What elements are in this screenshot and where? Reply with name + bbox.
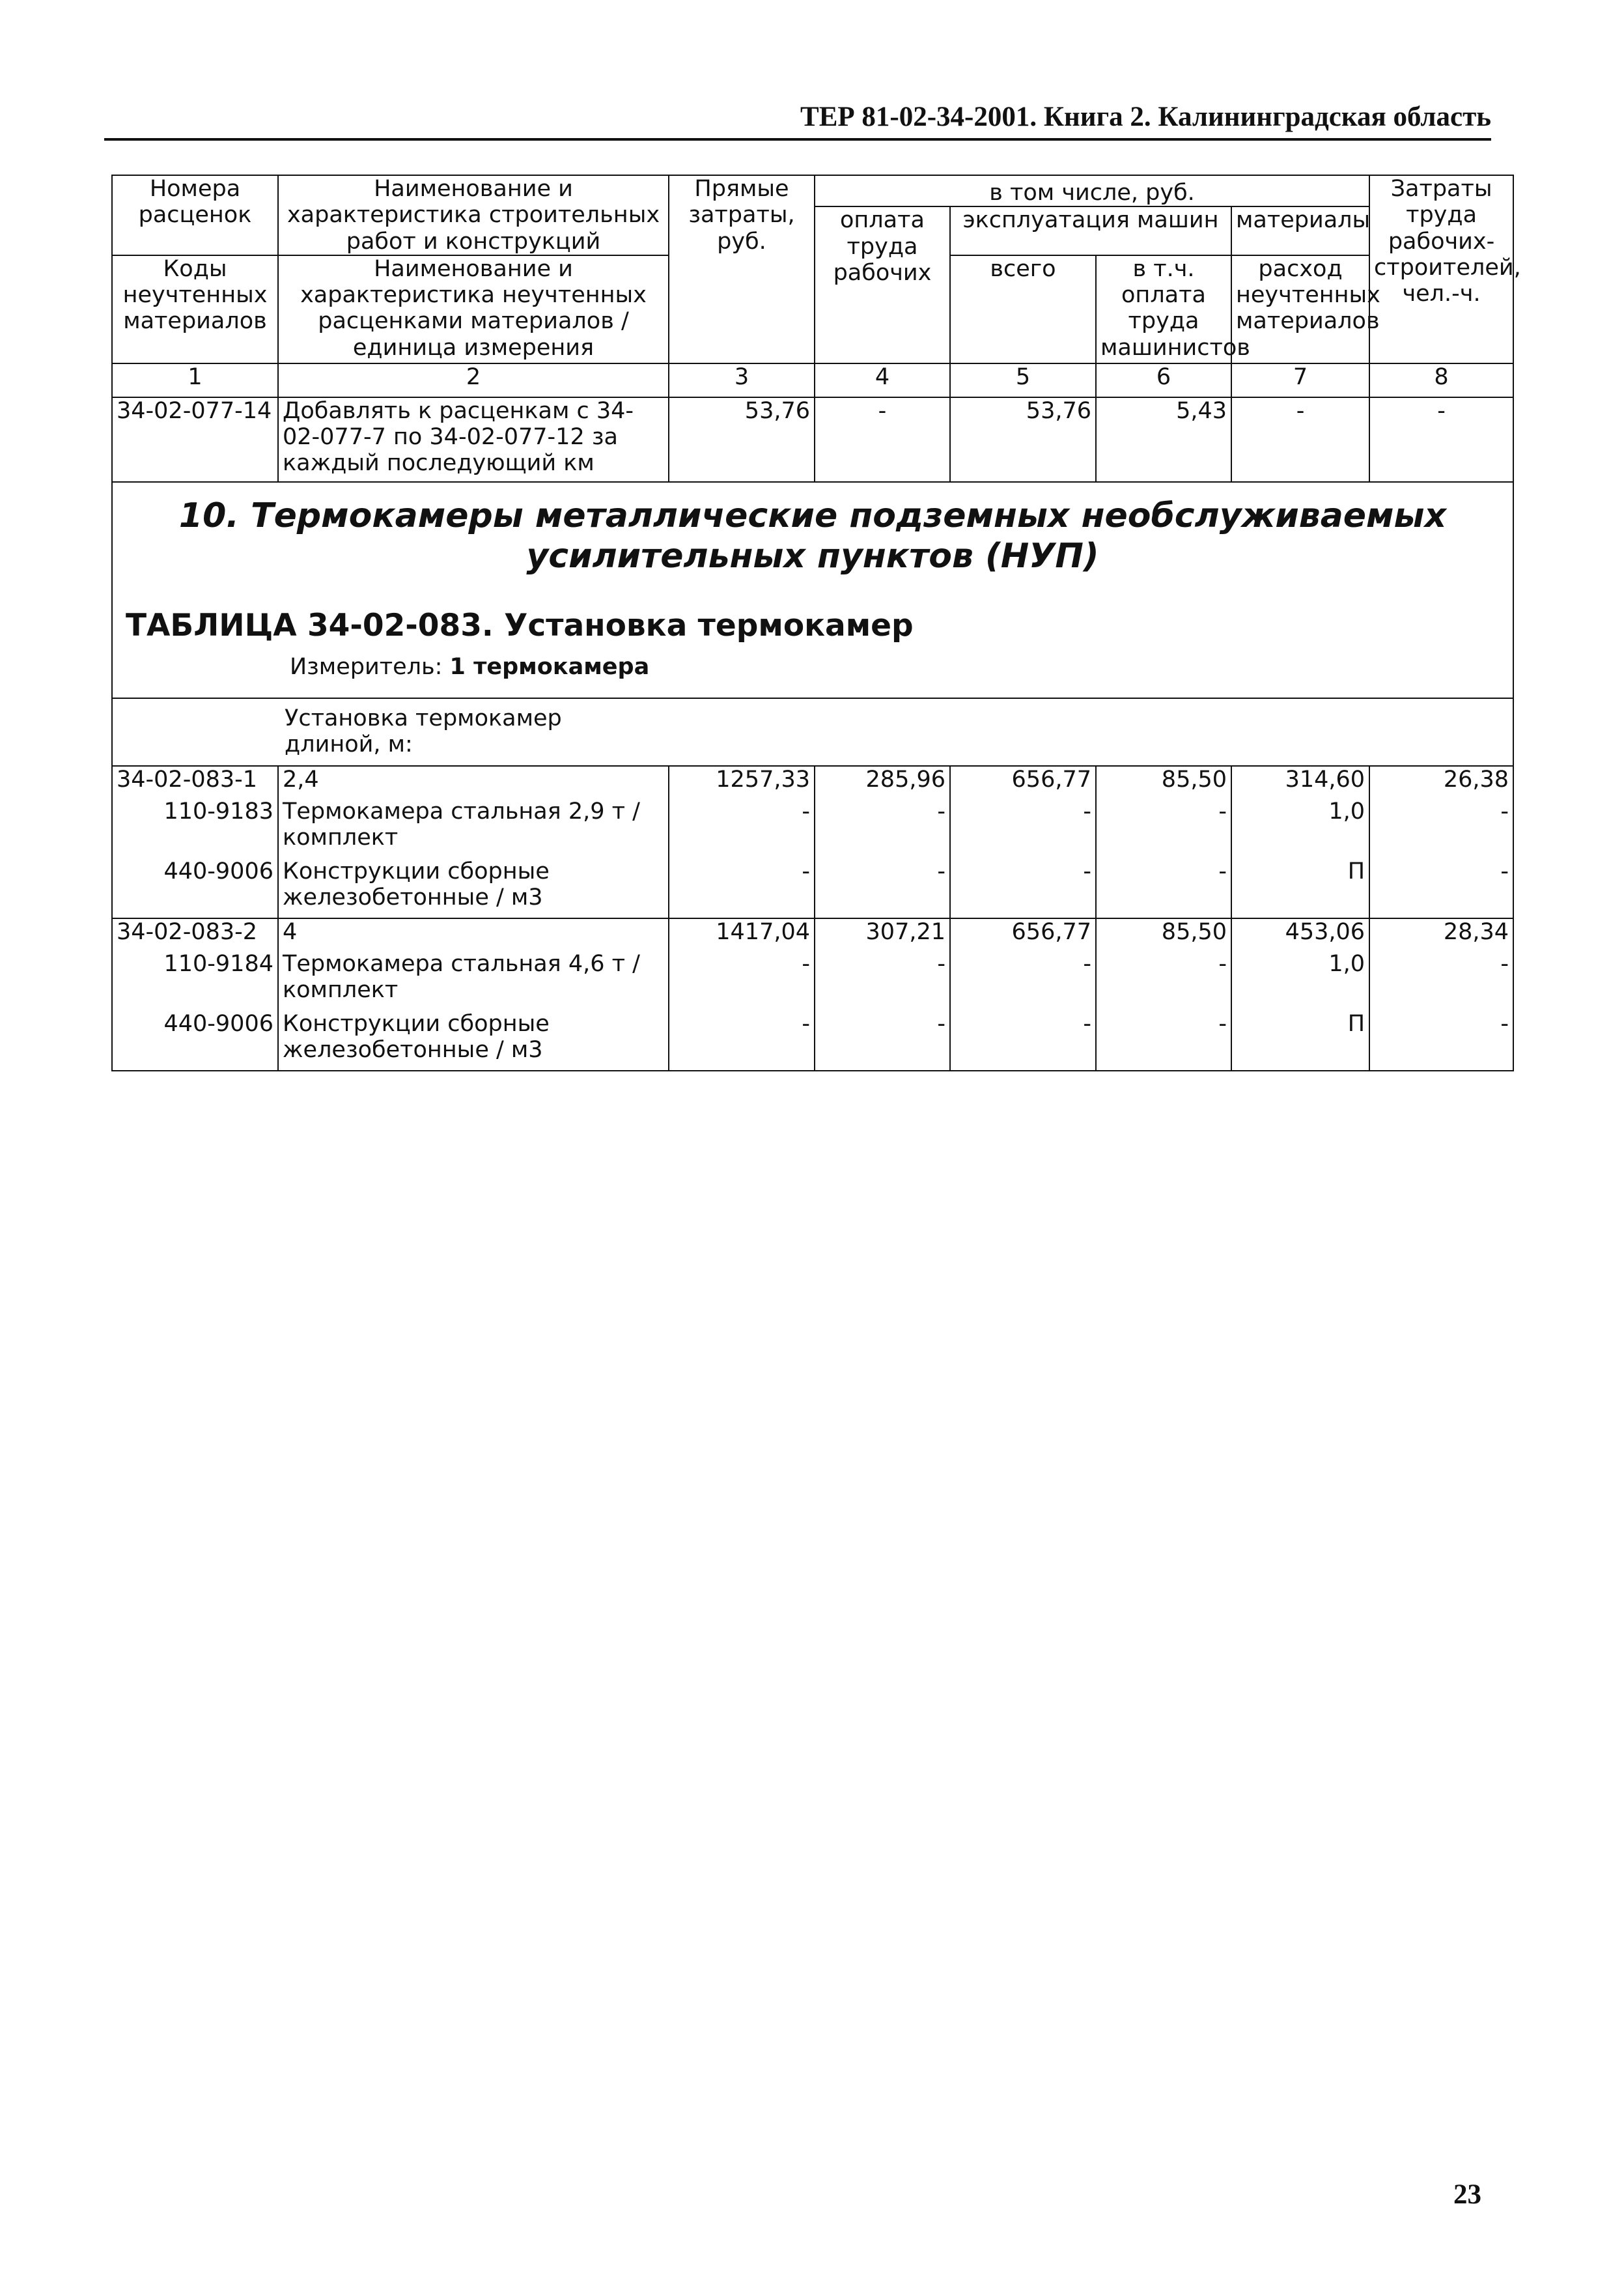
labor-pay: 285,96 xyxy=(815,766,950,799)
machines-total: - xyxy=(950,799,1096,858)
table-row xyxy=(112,951,1513,1011)
materials: - xyxy=(1231,397,1369,482)
header-material-name: Наименование и характеристика неучтенных расценками материалов / единица измерения xyxy=(278,255,669,363)
table-row xyxy=(112,918,1513,951)
operators-pay: 85,50 xyxy=(1096,918,1231,951)
machines-total: - xyxy=(950,951,1096,1011)
table-row xyxy=(112,1011,1513,1071)
operators-pay: 85,50 xyxy=(1096,766,1231,799)
material-name: Термокамера стальная 2,9 т / комплект xyxy=(278,799,669,858)
page-number: 23 xyxy=(1453,2179,1481,2210)
labor-pay: - xyxy=(815,1011,950,1071)
measure-label: Измеритель: xyxy=(290,653,443,680)
header-rate-numbers: Номера расценок xyxy=(112,175,278,255)
direct-costs: 1257,33 xyxy=(669,766,815,799)
materials: 1,0 xyxy=(1231,799,1369,858)
material-name: Конструкции сборные железобетонные / м3 xyxy=(278,1011,669,1071)
section-block xyxy=(112,482,1513,698)
direct-costs: - xyxy=(669,951,815,1011)
operators-pay: - xyxy=(1096,858,1231,918)
rate-name: 2,4 xyxy=(278,766,669,799)
page-header-title: ТЕР 81-02-34-2001. Книга 2. Калининградская область xyxy=(800,102,1491,132)
group-caption: Установка термокамер длиной, м: xyxy=(112,698,1513,766)
materials: 1,0 xyxy=(1231,951,1369,1011)
table-row xyxy=(112,799,1513,858)
table-row xyxy=(112,858,1513,918)
labor-pay: - xyxy=(815,397,950,482)
material-name: Термокамера стальная 4,6 т / комплект xyxy=(278,951,669,1011)
col-number: 7 xyxy=(1231,363,1369,397)
rate-name: Добавлять к расценкам с 34-02-077-7 по 34-02-077-12 за каждый последующий км xyxy=(278,397,669,482)
labor-hours: - xyxy=(1369,799,1513,858)
header-including: в том числе, руб. xyxy=(815,175,1369,206)
material-code: 110-9183 xyxy=(112,799,278,858)
col-number: 2 xyxy=(278,363,669,397)
header-direct-costs: Прямые затраты, руб. xyxy=(669,175,815,363)
header-operators-pay: в т.ч. оплата труда машинистов xyxy=(1096,255,1231,363)
header-material-codes: Коды неучтенных материалов xyxy=(112,255,278,363)
col-number: 1 xyxy=(112,363,278,397)
rate-name: 4 xyxy=(278,918,669,951)
materials: 453,06 xyxy=(1231,918,1369,951)
material-code: 110-9184 xyxy=(112,951,278,1011)
material-code: 440-9006 xyxy=(112,858,278,918)
group-caption-row xyxy=(112,698,1513,766)
operators-pay: - xyxy=(1096,1011,1231,1071)
header-materials: материалы xyxy=(1231,206,1369,255)
labor-pay: 307,21 xyxy=(815,918,950,951)
header-machines: эксплуатация машин xyxy=(950,206,1231,255)
direct-costs: - xyxy=(669,858,815,918)
rate-code: 34-02-083-1 xyxy=(112,766,278,799)
labor-pay: - xyxy=(815,951,950,1011)
materials: 314,60 xyxy=(1231,766,1369,799)
materials: П xyxy=(1231,858,1369,918)
col-number: 6 xyxy=(1096,363,1231,397)
operators-pay: 5,43 xyxy=(1096,397,1231,482)
labor-hours: - xyxy=(1369,1011,1513,1071)
rate-code: 34-02-083-2 xyxy=(112,918,278,951)
direct-costs: 1417,04 xyxy=(669,918,815,951)
header-work-name: Наименование и характеристика строительных работ и конструкций xyxy=(278,175,669,255)
direct-costs: 53,76 xyxy=(669,397,815,482)
section-title: 10. Термокамеры металлические подземных необслуживаемых усилительных пунктов (НУП) xyxy=(178,496,1447,576)
header-machines-total: всего xyxy=(950,255,1096,363)
material-name: Конструкции сборные железобетонные / м3 xyxy=(278,858,669,918)
machines-total: 53,76 xyxy=(950,397,1096,482)
direct-costs: - xyxy=(669,799,815,858)
header-labor-pay: оплата труда рабочих xyxy=(815,206,950,363)
col-number: 3 xyxy=(669,363,815,397)
labor-hours: - xyxy=(1369,858,1513,918)
materials: П xyxy=(1231,1011,1369,1071)
operators-pay: - xyxy=(1096,799,1231,858)
header-material-consumption: расход неучтенных материалов xyxy=(1231,255,1369,363)
col-number: 8 xyxy=(1369,363,1513,397)
rates-table xyxy=(111,175,1521,1071)
labor-hours: 26,38 xyxy=(1369,766,1513,799)
rate-code: 34-02-077-14 xyxy=(112,397,278,482)
measure-value: 1 термокамера xyxy=(449,653,650,680)
measure-line xyxy=(290,654,1506,680)
labor-pay: - xyxy=(815,858,950,918)
page-header xyxy=(104,98,1491,141)
col-number: 4 xyxy=(815,363,950,397)
direct-costs: - xyxy=(669,1011,815,1071)
labor-hours: 28,34 xyxy=(1369,918,1513,951)
operators-pay: - xyxy=(1096,951,1231,1011)
machines-total: - xyxy=(950,858,1096,918)
machines-total: 656,77 xyxy=(950,766,1096,799)
col-number: 5 xyxy=(950,363,1096,397)
machines-total: - xyxy=(950,1011,1096,1071)
table-row xyxy=(112,766,1513,799)
header-labor-hours: Затраты труда рабочих-строителей, чел.-ч. xyxy=(1369,175,1513,363)
labor-hours: - xyxy=(1369,397,1513,482)
table-row xyxy=(112,397,1513,482)
material-code: 440-9006 xyxy=(112,1011,278,1071)
machines-total: 656,77 xyxy=(950,918,1096,951)
labor-hours: - xyxy=(1369,951,1513,1011)
labor-pay: - xyxy=(815,799,950,858)
table-title: ТАБЛИЦА 34-02-083. Установка термокамер xyxy=(126,607,914,643)
